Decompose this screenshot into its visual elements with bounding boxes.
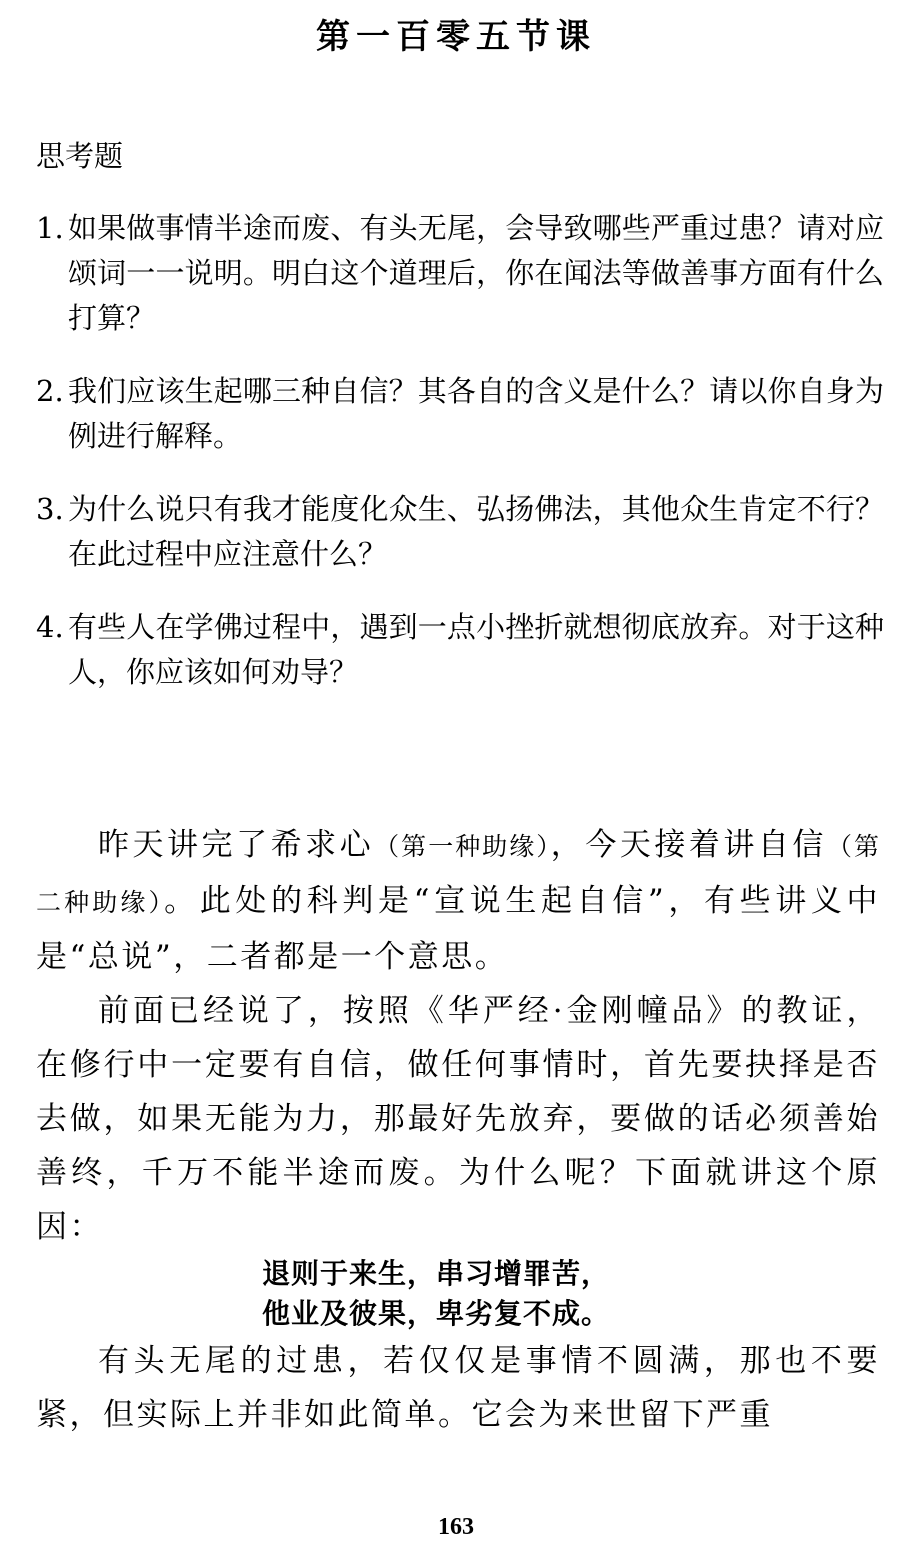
question-item: [36, 487, 884, 577]
question-number: 1.: [36, 211, 64, 245]
intro-text-2: ，今天接着讲自信: [550, 827, 827, 863]
intro-text-1: 昨天讲完了希求心: [98, 827, 375, 863]
intro-note-1: （第一种助缘）: [374, 832, 551, 861]
question-text: 有些人在学佛过程中，遇到一点小挫折就想彻底放弃。对于这种人，你应该如何劝导？: [68, 610, 884, 689]
lesson-title: 第一百零五节课: [316, 17, 596, 57]
paragraph-reason: 前面已经说了，按照《华严经·金刚幢品》的教证，在修行中一定要有自信，做任何事情时，首先要抉择是否去做，如果无能为力，那最好先放弃，要做的话必须善始善终，千万不能半途而废。为什么呢？下面就讲这个原因：: [36, 993, 880, 1245]
question-number: 2.: [36, 374, 64, 408]
question-text: 我们应该生起哪三种自信？其各自的含义是什么？请以你自身为例进行解释。: [68, 374, 884, 453]
question-number: 3.: [36, 492, 64, 526]
question-item: [36, 206, 884, 341]
questions-heading: 思考题: [36, 139, 124, 173]
lecture-body: [36, 818, 880, 1442]
verse-line-1: 退则于来生，串习增罪苦，: [262, 1257, 611, 1290]
question-item: [36, 605, 884, 695]
intro-note-2: （第二种助缘）: [36, 832, 880, 917]
intro-text-3: 。此处的科判是“宣说生起自信”，有些讲义中是“总说”，二者都是一个意思。: [36, 883, 880, 975]
page-number: 163: [438, 1514, 474, 1540]
paragraph-faults: 有头无尾的过患，若仅仅是事情不圆满，那也不要紧，但实际上并非如此简单。它会为来世留下严重: [36, 1343, 880, 1433]
paragraph-intro: [36, 818, 880, 984]
question-text: 为什么说只有我才能度化众生、弘扬佛法，其他众生肯定不行？在此过程中应注意什么？: [68, 492, 884, 571]
question-item: [36, 369, 884, 459]
verse-line-2: 他业及彼果，卑劣复不成。: [262, 1297, 611, 1330]
question-number: 4.: [36, 610, 64, 644]
question-text: 如果做事情半途而废、有头无尾，会导致哪些严重过患？请对应颂词一一说明。明白这个道理后，你在闻法等做善事方面有什么打算？: [68, 211, 884, 335]
question-list: [36, 206, 884, 723]
